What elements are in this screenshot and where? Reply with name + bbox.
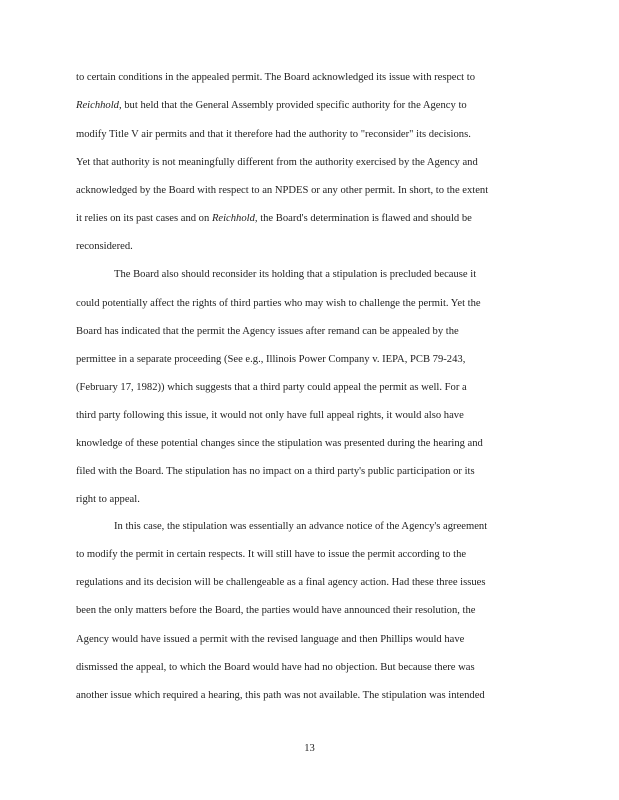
text-line: permittee in a separate proceeding (See e.g., Illinois Power Company v. IEPA, PCB 79-243, — [76, 354, 466, 365]
text-line: (February 17, 1982)) which suggests that a third party could appeal the permit as well. For a — [76, 382, 467, 393]
text-line: to certain conditions in the appealed permit. The Board acknowledged its issue with respect to — [76, 72, 476, 83]
text-line: to modify the permit in certain respects. It will still have to issue the permit according to the — [76, 549, 467, 560]
text-line: Reichhold, but held that the General Assembly provided specific authority for the Agency to — [76, 100, 467, 111]
text-line: third party following this issue, it would not only have full appeal rights, it would also have — [76, 410, 464, 421]
text-line: reconsidered. — [76, 241, 133, 252]
text-line: knowledge of these potential changes since the stipulation was presented during the hearing and — [76, 438, 483, 449]
text-line: it relies on its past cases and on Reichhold, the Board's determination is flawed and should be — [76, 213, 472, 224]
page-number: 13 — [304, 743, 315, 754]
text-line: The Board also should reconsider its holding that a stipulation is precluded because it — [114, 269, 477, 280]
text-line: Agency would have issued a permit with the revised language and then Phillips would have — [76, 634, 465, 645]
text-line: acknowledged by the Board with respect to an NPDES or any other permit. In short, to the extent — [76, 185, 489, 196]
text-line: dismissed the appeal, to which the Board would have had no objection. But because there was — [76, 662, 475, 673]
text-line: right to appeal. — [76, 494, 140, 505]
text-line: could potentially affect the rights of third parties who may wish to challenge the permit. Yet the — [76, 298, 481, 309]
text-line: filed with the Board. The stipulation has no impact on a third party's public participation or its — [76, 466, 475, 477]
text-line: Board has indicated that the permit the Agency issues after remand can be appealed by the — [76, 326, 459, 337]
text-line: In this case, the stipulation was essentially an advance notice of the Agency's agreement — [114, 521, 488, 532]
text-line: modify Title V air permits and that it therefore had the authority to "reconsider" its decisions. — [76, 129, 471, 140]
text-line: been the only matters before the Board, the parties would have announced their resolution, the — [76, 605, 476, 616]
text-line: Yet that authority is not meaningfully different from the authority exercised by the Agency and — [76, 157, 478, 168]
text-line: regulations and its decision will be challengeable as a final agency action. Had these three issues — [76, 577, 486, 588]
case-name-reichhold: Reichhold, — [76, 100, 122, 111]
text-line: another issue which required a hearing, this path was not available. The stipulation was intended — [76, 690, 485, 701]
case-name-reichhold: Reichhold, — [211, 213, 258, 224]
